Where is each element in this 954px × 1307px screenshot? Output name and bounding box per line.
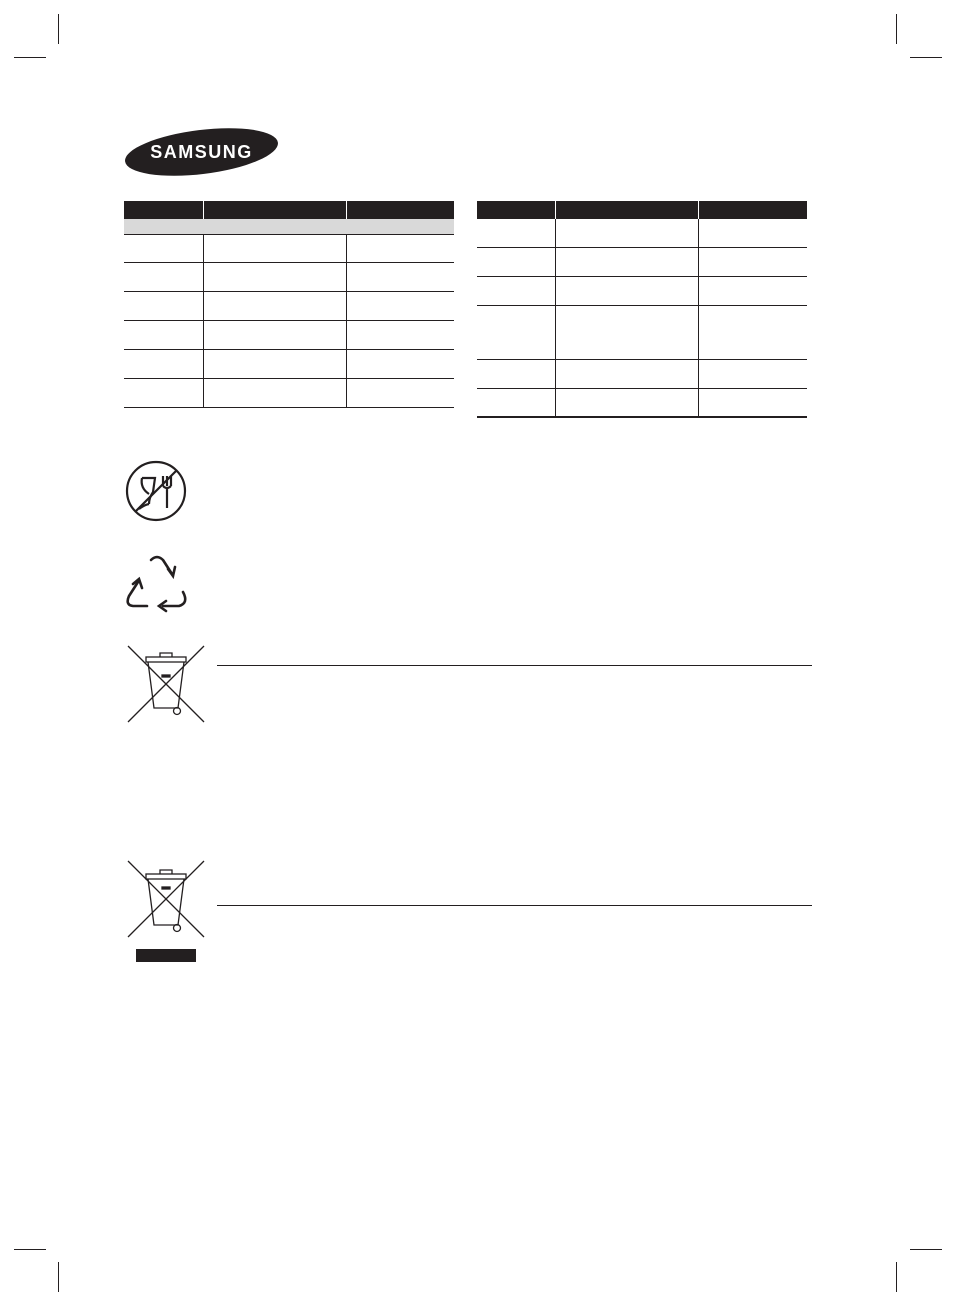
section-rule xyxy=(217,905,812,906)
crop-mark-tl-h xyxy=(14,57,46,58)
crop-mark-tr-v xyxy=(896,14,897,44)
battery-label-bar xyxy=(136,949,196,962)
table-row xyxy=(477,219,807,248)
table-row xyxy=(124,263,454,292)
section-rule xyxy=(217,665,812,666)
spec-table-left xyxy=(124,201,454,408)
table-row xyxy=(477,389,807,418)
table-subheader-row xyxy=(124,219,454,235)
table-row xyxy=(124,350,454,379)
table-row xyxy=(124,292,454,321)
crop-mark-bl-h xyxy=(14,1249,46,1250)
table-row xyxy=(477,248,807,277)
samsung-logo xyxy=(124,126,279,178)
table-row xyxy=(477,306,807,360)
table-row xyxy=(477,277,807,306)
table-header-row xyxy=(477,201,807,219)
crop-mark-br-v xyxy=(896,1262,897,1292)
crossed-out-wheelie-bin-bar-icon xyxy=(126,860,206,938)
crop-mark-tl-v xyxy=(58,14,59,44)
table-row xyxy=(124,235,454,263)
spec-table-right xyxy=(477,201,807,418)
logo-wordmark: SAMSUNG xyxy=(150,141,253,162)
crossed-out-wheelie-bin-icon xyxy=(126,645,206,723)
no-food-contact-icon xyxy=(125,460,187,522)
table-header-row xyxy=(124,201,454,219)
crop-mark-tr-h xyxy=(910,57,942,58)
crop-mark-bl-v xyxy=(58,1262,59,1292)
table-row xyxy=(124,379,454,408)
table-row xyxy=(124,321,454,350)
recycle-triangle-icon xyxy=(125,555,189,613)
crop-mark-br-h xyxy=(910,1249,942,1250)
table-row xyxy=(477,360,807,389)
